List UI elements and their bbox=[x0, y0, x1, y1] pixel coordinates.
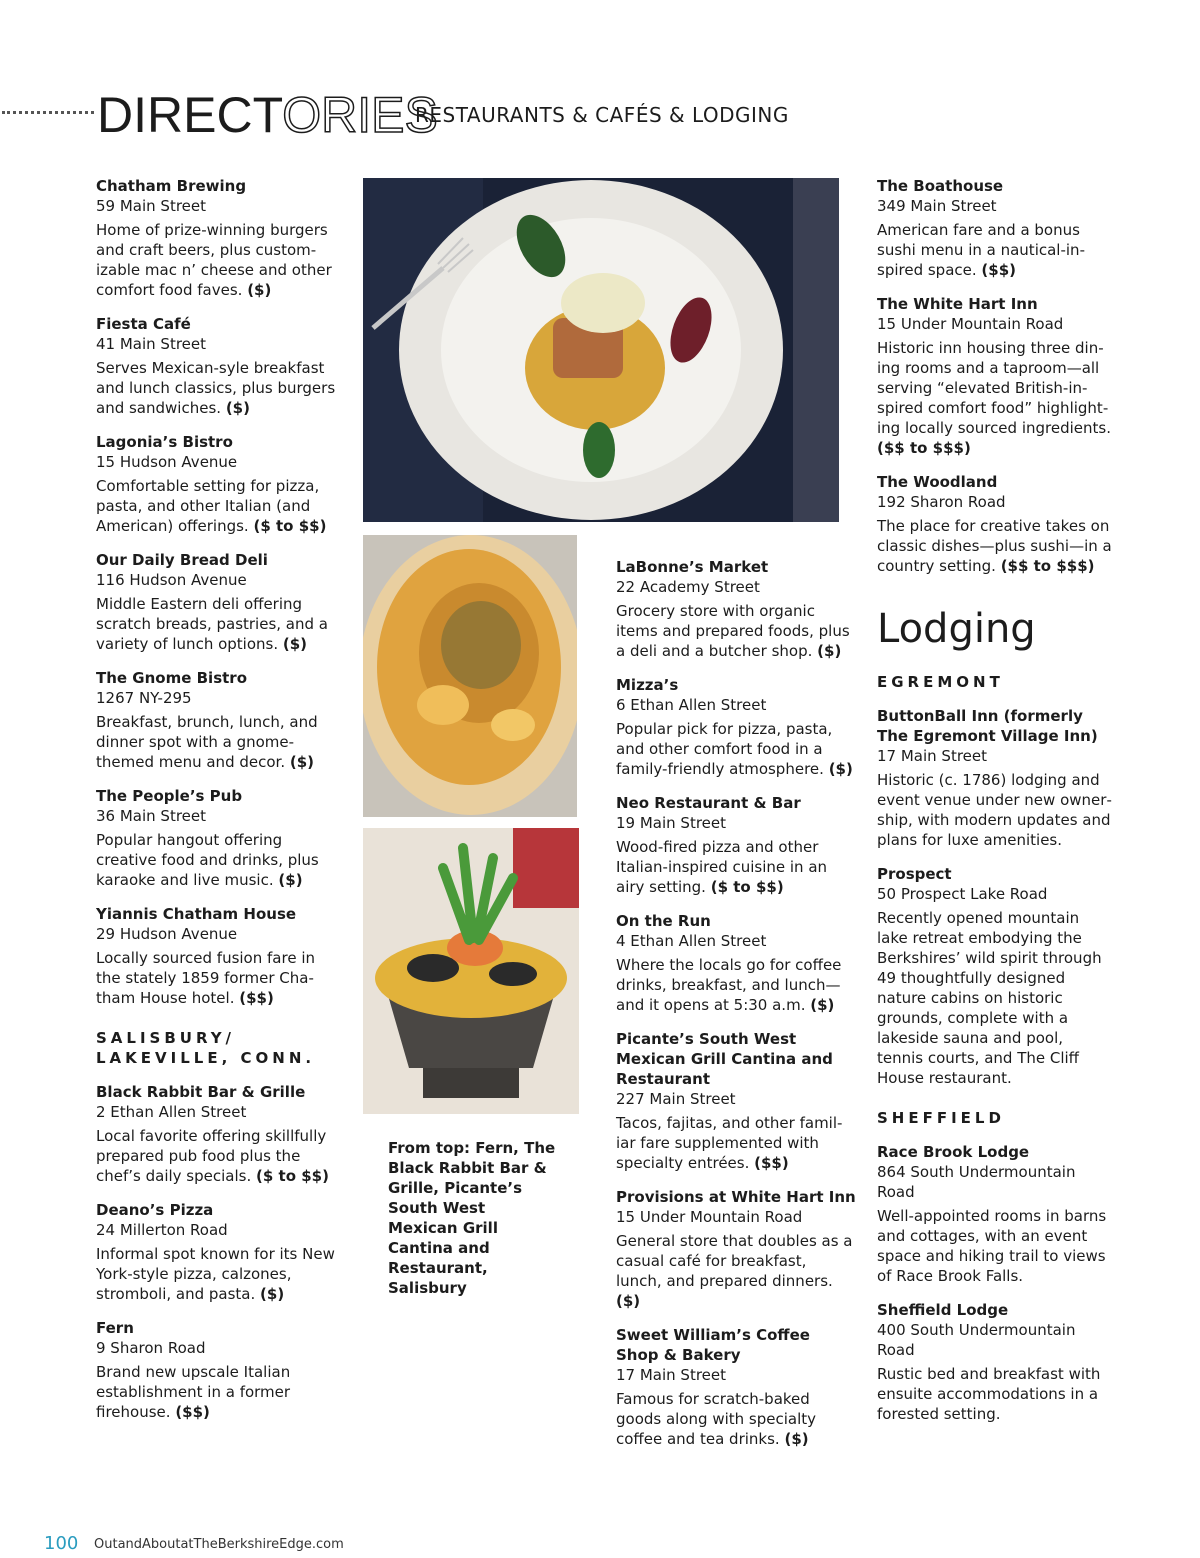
footer-site: OutandAboutatTheBerkshireEdge.com bbox=[94, 1537, 344, 1552]
section-title-solid: DIRECT bbox=[97, 87, 283, 143]
entry-description-text: Tacos, fajitas, and other familiar fare supplemented with specialty entrées. bbox=[616, 1114, 843, 1172]
entry-description-text: Wood-fired pizza and other Italian-inspired cuisine in an airy setting. bbox=[616, 838, 828, 896]
entry-description-text: General store that doubles as a casual café for breakfast, lunch, and prepared dinners. bbox=[616, 1232, 853, 1290]
entry-description-text: Local favorite offering skillfully prepared pub food plus the chef’s daily specials. bbox=[96, 1127, 327, 1185]
entry-description bbox=[96, 712, 336, 772]
directory-entry bbox=[877, 864, 1113, 1088]
entry-name: Mizza’s bbox=[616, 676, 679, 694]
entry-description-text: Well-appointed rooms in barns and cottages, with an event space and hiking trail to views of Race Brook Falls. bbox=[877, 1207, 1107, 1285]
egremont-entries bbox=[877, 706, 1113, 1088]
entry-price: ($$ to $$$) bbox=[1000, 557, 1095, 575]
entry-name: Provisions at White Hart Inn bbox=[616, 1188, 856, 1206]
entry-address: 19 Main Street bbox=[616, 814, 727, 832]
entry-description bbox=[96, 1362, 336, 1422]
entry-description-text: Middle Eastern deli offering scratch breads, pastries, and a variety of lunch options. bbox=[96, 595, 328, 653]
directory-entry bbox=[96, 550, 336, 654]
directory-entry bbox=[616, 675, 856, 779]
entry-name: On the Run bbox=[616, 912, 711, 930]
entry-address: 41 Main Street bbox=[96, 335, 207, 353]
directory-entry bbox=[96, 314, 336, 418]
photo-caption: From top: Fern, The Black Rabbit Bar & Grille, Picante’s South West Mexican Grill Cantina and Restaurant, Salisbury bbox=[388, 1139, 556, 1297]
entry-price: ($) bbox=[784, 1430, 809, 1448]
entry-description bbox=[96, 476, 336, 536]
entry-description bbox=[877, 1364, 1113, 1424]
entry-name: The White Hart Inn bbox=[877, 295, 1038, 313]
entry-address: 2 Ethan Allen Street bbox=[96, 1103, 247, 1121]
entry-price: ($) bbox=[225, 399, 250, 417]
entry-name: Our Daily Bread Deli bbox=[96, 551, 268, 569]
entry-description-text: Comfortable setting for pizza, pasta, and other Italian (and American) offerings. bbox=[96, 477, 320, 535]
column-3-entries bbox=[616, 557, 856, 1449]
directory-column-3 bbox=[616, 557, 856, 1463]
entry-description-text: Serves Mexican-syle breakfast and lunch classics, plus burgers and sandwiches. bbox=[96, 359, 336, 417]
entry-description-text: Popular pick for pizza, pasta, and other comfort food in a family-friendly atmosphere. bbox=[616, 720, 833, 778]
entry-description-text: Breakfast, brunch, lunch, and dinner spot with a gnome-themed menu and decor. bbox=[96, 713, 318, 771]
entry-address: 15 Under Mountain Road bbox=[616, 1208, 803, 1226]
entry-name: Neo Restaurant & Bar bbox=[616, 794, 801, 812]
directory-entry bbox=[96, 432, 336, 536]
entry-name: The People’s Pub bbox=[96, 787, 243, 805]
region-heading-line: LAKEVILLE, CONN. bbox=[96, 1049, 316, 1067]
entry-name: The Gnome Bistro bbox=[96, 669, 248, 687]
entry-description-text: Informal spot known for its New York-style pizza, calzones, stromboli, and pasta. bbox=[96, 1245, 335, 1303]
entry-description-text: Historic (c. 1786) lodging and event venue under new ownership, with modern updates and plans for luxe amenities. bbox=[877, 771, 1112, 849]
entry-description-text: Grocery store with organic items and prepared foods, plus a deli and a butcher shop. bbox=[616, 602, 850, 660]
section-title bbox=[97, 88, 438, 142]
entry-address: 22 Academy Street bbox=[616, 578, 760, 596]
entry-address: 192 Sharon Road bbox=[877, 493, 1006, 511]
region-heading-salisbury bbox=[96, 1028, 336, 1068]
directory-entry bbox=[616, 1325, 856, 1449]
entry-name: LaBonne’s Market bbox=[616, 558, 769, 576]
entry-description bbox=[96, 358, 336, 418]
entry-description bbox=[877, 1206, 1113, 1286]
entry-name: Fiesta Café bbox=[96, 315, 191, 333]
entry-description-text: Recently opened mountain lake retreat embodying the Berkshires’ wild spirit through 49 thoughtfully designed nature cabins on historic grounds, complete with a lakeside sauna and pool, tennis courts, and The Cliff House restaurant. bbox=[877, 909, 1102, 1087]
entry-description bbox=[616, 955, 856, 1015]
directory-entry bbox=[96, 668, 336, 772]
entry-address: 9 Sharon Road bbox=[96, 1339, 206, 1357]
entry-description bbox=[616, 1113, 856, 1173]
column-4-entries bbox=[877, 176, 1113, 576]
entry-description-text: Home of prize-winning burgers and craft beers, plus customizable mac n’ cheese and other comfort food faves. bbox=[96, 221, 332, 299]
entry-description bbox=[616, 1231, 856, 1311]
directory-entry bbox=[96, 904, 336, 1008]
region-heading-sheffield: SHEFFIELD bbox=[877, 1109, 1005, 1127]
directory-entry bbox=[877, 472, 1113, 576]
entry-price: ($) bbox=[289, 753, 315, 771]
photo-fern-dish bbox=[363, 178, 839, 522]
directory-entry bbox=[96, 176, 336, 300]
entry-description bbox=[877, 908, 1113, 1088]
directory-entry bbox=[616, 1029, 856, 1173]
entry-address: 15 Hudson Avenue bbox=[96, 453, 238, 471]
entry-name: Black Rabbit Bar & Grille bbox=[96, 1083, 306, 1101]
entry-name: Sheffield Lodge bbox=[877, 1301, 1009, 1319]
entry-description bbox=[96, 1244, 336, 1304]
page-number: 100 bbox=[44, 1533, 79, 1554]
entry-price: ($$) bbox=[175, 1403, 210, 1421]
entry-name: ButtonBall Inn (formerly The Egremont Village Inn) bbox=[877, 707, 1098, 745]
entry-name: Lagonia’s Bistro bbox=[96, 433, 233, 451]
directory-entry bbox=[877, 176, 1113, 280]
entry-name: Race Brook Lodge bbox=[877, 1143, 1030, 1161]
directory-column-4 bbox=[877, 176, 1113, 1438]
directory-entry bbox=[96, 786, 336, 890]
directory-entry bbox=[877, 294, 1113, 458]
entry-name: Fern bbox=[96, 1319, 134, 1337]
entry-name: Deano’s Pizza bbox=[96, 1201, 214, 1219]
entry-address: 349 Main Street bbox=[877, 197, 997, 215]
entry-address: 15 Under Mountain Road bbox=[877, 315, 1064, 333]
entry-description bbox=[96, 948, 336, 1008]
directory-entry bbox=[877, 1300, 1113, 1424]
entry-price: ($) bbox=[616, 1292, 641, 1310]
entry-name: The Woodland bbox=[877, 473, 998, 491]
entry-description bbox=[96, 594, 336, 654]
entry-address: 24 Millerton Road bbox=[96, 1221, 228, 1239]
entry-address: 116 Hudson Avenue bbox=[96, 571, 247, 589]
section-title-outline: ORIES bbox=[282, 87, 438, 143]
entry-address: 1267 NY-295 bbox=[96, 689, 192, 707]
directory-entry bbox=[877, 1142, 1113, 1286]
lodging-title: Lodging bbox=[877, 606, 1036, 652]
entry-description bbox=[877, 516, 1113, 576]
column-1-entries bbox=[96, 176, 336, 1008]
salisbury-entries bbox=[96, 1082, 336, 1422]
entry-address: 59 Main Street bbox=[96, 197, 207, 215]
entry-description-text: Popular hangout offering creative food and drinks, plus karaoke and live music. bbox=[96, 831, 319, 889]
entry-description-text: The place for creative takes on classic dishes—plus sushi—in a country setting. bbox=[877, 517, 1112, 575]
entry-description bbox=[96, 220, 336, 300]
entry-address: 400 South Undermountain Road bbox=[877, 1321, 1076, 1359]
photo-quiche bbox=[363, 535, 577, 817]
entry-price: ($) bbox=[817, 642, 842, 660]
entry-price: ($$) bbox=[239, 989, 274, 1007]
entry-address: 864 South Undermountain Road bbox=[877, 1163, 1076, 1201]
entry-description bbox=[616, 719, 856, 779]
section-subtitle: RESTAURANTS & CAFÉS & LODGING bbox=[415, 103, 789, 127]
entry-description bbox=[877, 338, 1113, 458]
entry-description bbox=[877, 220, 1113, 280]
directory-entry bbox=[616, 1187, 856, 1311]
directory-entry bbox=[616, 557, 856, 661]
entry-description-text: Brand new upscale Italian establishment in a former firehouse. bbox=[96, 1363, 291, 1421]
entry-address: 17 Main Street bbox=[616, 1366, 727, 1384]
entry-name: Yiannis Chatham House bbox=[96, 905, 297, 923]
entry-price: ($ to $$) bbox=[710, 878, 784, 896]
region-heading-egremont: EGREMONT bbox=[877, 673, 1004, 691]
entry-description bbox=[616, 601, 856, 661]
entry-price: ($$ to $$$) bbox=[877, 439, 971, 457]
entry-address: 227 Main Street bbox=[616, 1090, 736, 1108]
entry-description bbox=[877, 770, 1113, 850]
entry-description-text: Rustic bed and breakfast with ensuite accommodations in a forested setting. bbox=[877, 1365, 1101, 1423]
photo-molcajete bbox=[363, 828, 579, 1114]
entry-price: ($$) bbox=[981, 261, 1017, 279]
entry-price: ($) bbox=[247, 281, 272, 299]
entry-price: ($$) bbox=[754, 1154, 789, 1172]
entry-description bbox=[96, 1126, 336, 1186]
entry-price: ($) bbox=[282, 635, 308, 653]
entry-price: ($ to $$) bbox=[253, 517, 327, 535]
sheffield-entries bbox=[877, 1142, 1113, 1424]
directory-entry bbox=[96, 1318, 336, 1422]
entry-description-text: Locally sourced fusion fare in the stately 1859 former Chatham House hotel. bbox=[96, 949, 315, 1007]
header-dotted-rule bbox=[2, 111, 94, 114]
region-heading-line: SALISBURY/ bbox=[96, 1029, 236, 1047]
entry-description-text: Historic inn housing three dining rooms and a taproom—all serving “elevated British-inspired comfort food” highlighting locally sourced ingredients. bbox=[877, 339, 1111, 437]
entry-address: 50 Prospect Lake Road bbox=[877, 885, 1048, 903]
entry-address: 29 Hudson Avenue bbox=[96, 925, 238, 943]
directory-entry bbox=[616, 793, 856, 897]
entry-price: ($) bbox=[278, 871, 303, 889]
entry-description bbox=[616, 837, 856, 897]
entry-address: 36 Main Street bbox=[96, 807, 207, 825]
entry-description-text: Famous for scratch-baked goods along with specialty coffee and tea drinks. bbox=[616, 1390, 817, 1448]
entry-name: The Boathouse bbox=[877, 177, 1004, 195]
entry-address: 6 Ethan Allen Street bbox=[616, 696, 767, 714]
entry-price: ($ to $$) bbox=[256, 1167, 329, 1185]
entry-address: 17 Main Street bbox=[877, 747, 988, 765]
directory-entry bbox=[96, 1200, 336, 1304]
directory-entry bbox=[877, 706, 1113, 850]
directory-entry bbox=[96, 1082, 336, 1186]
directory-entry bbox=[616, 911, 856, 1015]
entry-description-text: American fare and a bonus sushi menu in a nautical-inspired space. bbox=[877, 221, 1085, 279]
entry-name: Picante’s South West Mexican Grill Cantina and Restaurant bbox=[616, 1030, 833, 1088]
entry-address: 4 Ethan Allen Street bbox=[616, 932, 767, 950]
entry-name: Chatham Brewing bbox=[96, 177, 247, 195]
entry-name: Prospect bbox=[877, 865, 952, 883]
directory-column-1 bbox=[96, 176, 336, 1436]
entry-price: ($) bbox=[260, 1285, 285, 1303]
entry-description-text: Where the locals go for coffee drinks, breakfast, and lunch—and it opens at 5:30 a.m. bbox=[616, 956, 842, 1014]
entry-description bbox=[616, 1389, 856, 1449]
entry-price: ($) bbox=[828, 760, 853, 778]
entry-name: Sweet William’s Coffee Shop & Bakery bbox=[616, 1326, 810, 1364]
entry-price: ($) bbox=[810, 996, 835, 1014]
entry-description bbox=[96, 830, 336, 890]
